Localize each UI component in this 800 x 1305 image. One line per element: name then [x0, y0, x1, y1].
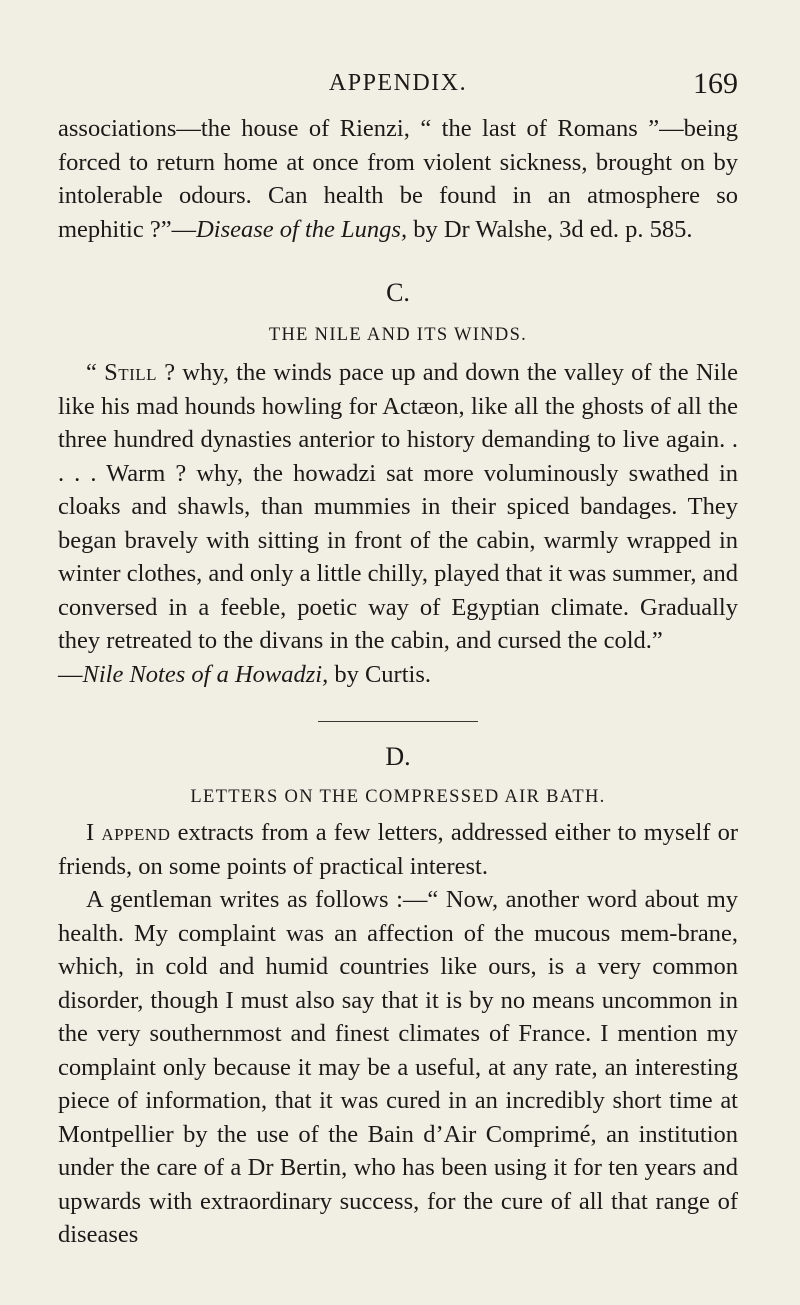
- quote-paragraph: [58, 356, 738, 691]
- section-heading: THE NILE AND ITS WINDS.: [268, 325, 528, 345]
- letter-paragraph: A gentleman writes as follows :—“ Now, another word about my health. My complaint was an affection of the mucous mem-brane, which, in cold and humid countries like ours, is a very common disorder, though I must also say that it is by no means uncommon in the very southernmost and finest climates of France. I mention my complaint only because it may be a useful, at any rate, an interesting piece of information, that it was cured in an incredibly short time at Montpellier by the use of the Bain d’Air Comprimé, an institution under the care of a Dr Bertin, who has been using it for ten years and upwards with extraordinary success, for the cure of all that range of diseases: [58, 886, 738, 1248]
- section-letter: D.: [385, 742, 411, 771]
- source-citation: by Dr Walshe, 3d ed. p. 585.: [407, 215, 693, 243]
- section-letter: C.: [386, 278, 410, 307]
- running-head-title: APPENDIX.: [328, 70, 468, 96]
- paragraph-continuation: [58, 112, 738, 246]
- section-d: [58, 742, 738, 1252]
- page-number: 169: [693, 67, 738, 100]
- paragraph-text: ? why, the winds pace up and down the valley of the Nile like his mad hounds howling for Actæon, like all the ghosts of all the three hundred dynasties anterior to history demanding to live again. . . . . Warm ? why, the howadzi sat more voluminously swathed in cloaks and shawls, than mummies in their spiced bandages. They began bravely with sitting in front of the cabin, warmly wrapped in winter clothes, and only a little chilly, played that it was summer, and conversed in a feeble, poetic way of Egyptian climate. Gradually they retreated to the divans in the cabin, and cursed the cold.”: [58, 359, 738, 654]
- paragraph-text: extracts from a few letters, addressed either to myself or friends, on some points of practical interest.: [58, 819, 738, 880]
- lead-word: append: [101, 819, 171, 846]
- opening-quote: “: [86, 359, 105, 386]
- paragraph-text: associations—the house of Rienzi, “ the last of Romans ”—being forced to return home at once from violent sickness, brought on by intolerable odours. Can health be found in an atmosphere so mephitic ?”—: [58, 115, 738, 243]
- lead-word: Still: [104, 359, 158, 386]
- section-heading: LETTERS ON THE COMPRESSED AIR BATH.: [190, 787, 606, 807]
- source-title: Nile Notes of a Howadzi,: [82, 660, 329, 688]
- source-dash: —: [58, 660, 83, 688]
- source-title: Disease of the Lungs,: [196, 215, 408, 243]
- initial-letter: I: [86, 819, 102, 846]
- running-head: [58, 0, 738, 112]
- intro-paragraph: [58, 816, 738, 883]
- source-citation: by Curtis.: [328, 660, 431, 688]
- section-divider: [318, 721, 478, 722]
- section-c: [58, 278, 738, 691]
